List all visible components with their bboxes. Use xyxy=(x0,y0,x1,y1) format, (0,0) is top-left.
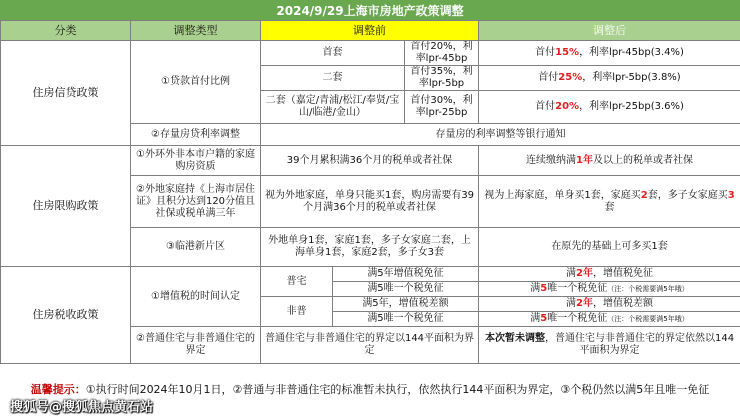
tier-label: 二套（嘉定/青浦/松江/奉贤/宝山/临港/金山） xyxy=(261,91,405,124)
tier-label: 首套 xyxy=(261,41,405,66)
category-tax: 住房税收政策 xyxy=(1,267,131,364)
after-cell: 满5唯一个税免征（注：个税需要满5年哦） xyxy=(479,312,740,327)
after-cell: 首付25%，利率lpr-5bp(3.8%) xyxy=(479,66,740,91)
footer-text: ①执行时间2024年10月1日，②普通与非普通住宅的标准暂未执行，依然执行144平面积为界定，③个税仍然以满5年且唯一免征 xyxy=(85,383,710,396)
header-before: 调整前 xyxy=(261,21,479,41)
after-cell: 视为上海家庭，单身买1套，家庭买2套，多子女家庭买3套 xyxy=(479,176,740,228)
before-cell: 满5唯一个税免征 xyxy=(333,312,479,327)
type-existing-rate: ②存量房贷利率调整 xyxy=(131,124,261,146)
before-cell: 首付20%，利率lpr-45bp xyxy=(405,41,479,66)
before-cell: 视为外地家庭，单身只能买1套，购房需要有39个月满36个月的税单或者社保 xyxy=(261,176,479,228)
type-cell: ③临港新片区 xyxy=(131,228,261,267)
before-cell: 39个月累积满36个月的税单或者社保 xyxy=(261,146,479,176)
group-label: 普宅 xyxy=(261,267,333,297)
type-vat: ①增值税的时间认定 xyxy=(131,267,261,327)
category-purchase: 住房限购政策 xyxy=(1,146,131,267)
after-cell: 首付20%，利率lpr-25bp(3.6%) xyxy=(479,91,740,124)
before-cell: 满5年增值税免征 xyxy=(333,267,479,282)
after-cell: 连续缴纳满1年及以上的税单或者社保 xyxy=(479,146,740,176)
watermark-text: 搜狐号@搜狐焦点黄石站 xyxy=(10,400,154,415)
before-cell: 满5年，增值税差额 xyxy=(333,297,479,312)
table-row xyxy=(1,41,740,66)
footer-label: 温馨提示： xyxy=(30,383,86,396)
page-title: 2024/9/29上海市房地产政策调整 xyxy=(0,0,740,20)
before-cell: 外地单身1套，家庭1套，多子女家庭二套，上海单身1套，家庭2套，多子女3套 xyxy=(261,228,479,267)
after-cell: 首付15%，利率lpr-45bp(3.4%) xyxy=(479,41,740,66)
after-cell: 满5唯一个税免征（注：个税需要满5年哦） xyxy=(479,282,740,297)
table-row xyxy=(1,146,740,176)
type-cell: ①外环外非本市户籍的家庭购房资质 xyxy=(131,146,261,176)
after-cell: 本次暂未调整，普通住宅与非普通住宅的界定依然以144平面积为界定 xyxy=(479,327,740,364)
type-cell: ②外地家庭持《上海市居住证》且积分达到120分值且社保或税单满三年 xyxy=(131,176,261,228)
header-row xyxy=(1,21,740,41)
before-cell: 首付35%，利率lpr-5bp xyxy=(405,66,479,91)
after-cell: 在原先的基础上可多买1套 xyxy=(479,228,740,267)
before-cell: 满5唯一个税免征 xyxy=(333,282,479,297)
watermark xyxy=(10,396,153,415)
existing-rate-content: 存量房的利率调整等银行通知 xyxy=(261,124,740,146)
policy-table xyxy=(0,20,740,364)
header-after: 调整后 xyxy=(479,21,740,41)
group-label: 非普 xyxy=(261,297,333,327)
type-down-payment: ①贷款首付比例 xyxy=(131,41,261,124)
tier-label: 二套 xyxy=(261,66,405,91)
after-cell: 满2年，增值税差额 xyxy=(479,297,740,312)
type-boundary: ②普通住宅与非普通住宅的界定 xyxy=(131,327,261,364)
header-category: 分类 xyxy=(1,21,131,41)
category-credit: 住房信贷政策 xyxy=(1,41,131,146)
header-type: 调整类型 xyxy=(131,21,261,41)
table-row xyxy=(1,267,740,282)
before-cell: 首付30%，利率lpr-25bp xyxy=(405,91,479,124)
after-cell: 满2年，增值税免征 xyxy=(479,267,740,282)
before-cell: 普通住宅与非普通住宅的界定以144平面积为界定 xyxy=(261,327,479,364)
